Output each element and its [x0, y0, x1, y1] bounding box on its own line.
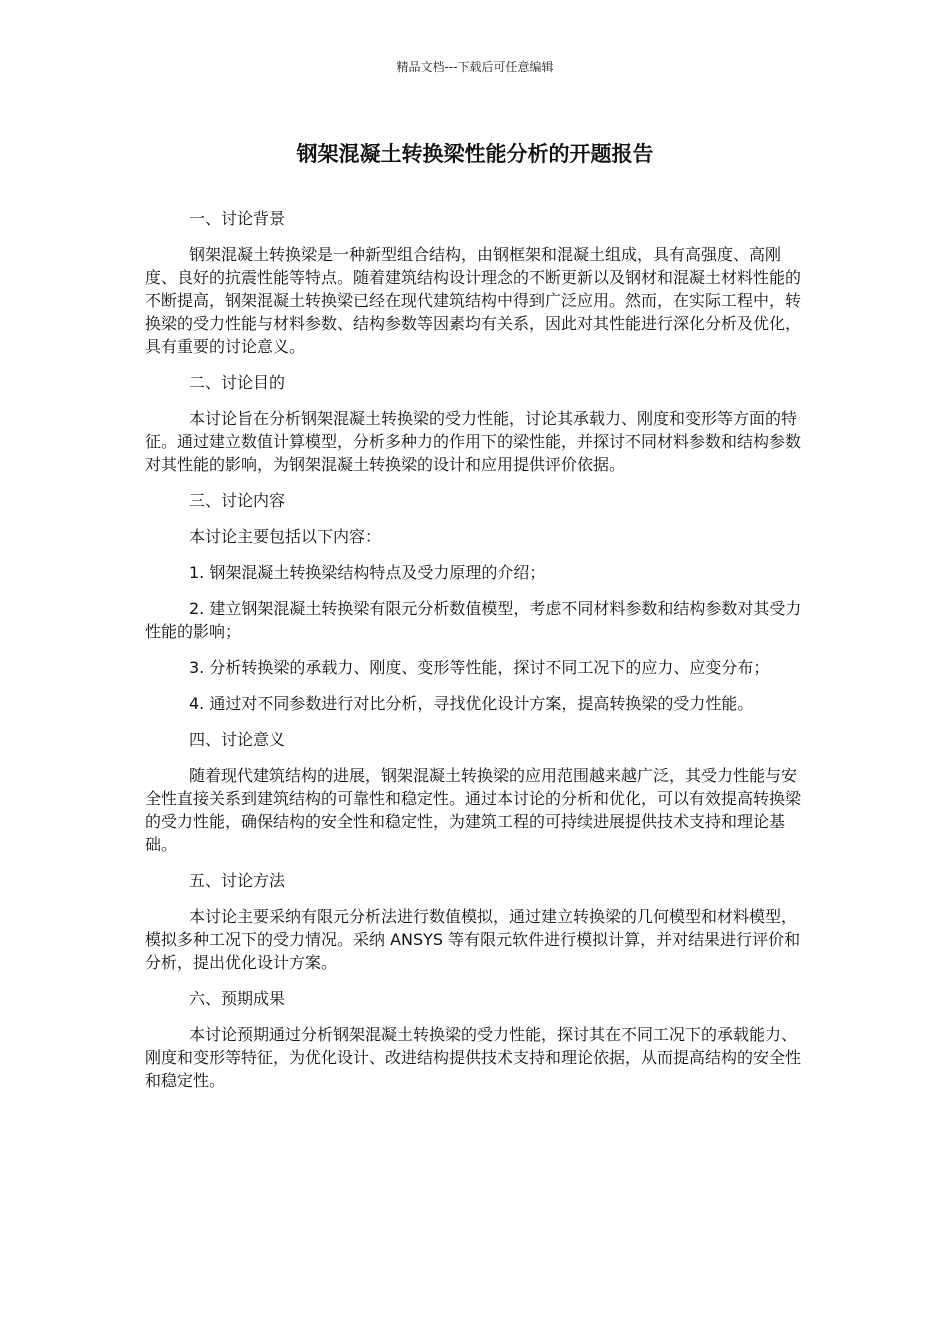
- list-item: 4. 通过对不同参数进行对比分析，寻找优化设计方案，提高转换梁的受力性能。: [189, 694, 754, 713]
- section-heading-purpose: 二、讨论目的: [189, 373, 286, 392]
- document-body: [145, 207, 810, 1105]
- section-heading-method: 五、讨论方法: [189, 871, 286, 890]
- section-body-purpose: 本讨论旨在分析钢架混凝土转换梁的受力性能，讨论其承载力、刚度和变形等方面的特征。通过建立数值计算模型，分析多种力的作用下的梁性能，并探讨不同材料参数和结构参数对其性能的影响，为钢架混凝土转换梁的设计和应用提供评价依据。: [145, 409, 802, 474]
- list-item: 3. 分析转换梁的承载力、刚度、变形等性能，探讨不同工况下的应力、应变分布；: [189, 658, 770, 677]
- list-item: 1. 钢架混凝土转换梁结构特点及受力原理的介绍；: [189, 563, 546, 582]
- section-body-results: 本讨论预期通过分析钢架混凝土转换梁的受力性能，探讨其在不同工况下的承载能力、刚度和变形等特征，为优化设计、改进结构提供技术支持和理论依据，从而提高结构的安全性和稳定性。: [145, 1025, 802, 1090]
- list-item: 2. 建立钢架混凝土转换梁有限元分析数值模型，考虑不同材料参数和结构参数对其受力性能的影响；: [145, 599, 802, 641]
- section-intro-content: 本讨论主要包括以下内容：: [189, 527, 382, 546]
- section-body-background: 钢架混凝土转换梁是一种新型组合结构，由钢框架和混凝土组成，具有高强度、高刚度、良好的抗震性能等特点。随着建筑结构设计理念的不断更新以及钢材和混凝土材料性能的不断提高，钢架混凝土转换梁已经在现代建筑结构中得到广泛应用。然而，在实际工程中，转换梁的受力性能与材料参数、结构参数等因素均有关系，因此对其性能进行深化分析及优化，具有重要的讨论意义。: [145, 245, 802, 356]
- section-heading-results: 六、预期成果: [189, 989, 286, 1008]
- section-heading-significance: 四、讨论意义: [189, 730, 286, 749]
- section-heading-content: 三、讨论内容: [189, 491, 286, 510]
- document-title: 钢架混凝土转换梁性能分析的开题报告: [296, 142, 654, 166]
- section-body-method: 本讨论主要采纳有限元分析法进行数值模拟，通过建立转换梁的几何模型和材料模型，模拟多种工况下的受力情况。采纳 ANSYS 等有限元软件进行模拟计算，并对结果进行评价和分析，提出优化设计方案。: [145, 907, 801, 972]
- section-heading-background: 一、讨论背景: [189, 209, 286, 228]
- header-note: 精品文档---下载后可任意编辑: [396, 60, 554, 74]
- section-body-significance: 随着现代建筑结构的进展，钢架混凝土转换梁的应用范围越来越广泛，其受力性能与安全性直接关系到建筑结构的可靠性和稳定性。通过本讨论的分析和优化，可以有效提高转换梁的受力性能，确保结构的安全性和稳定性，为建筑工程的可持续进展提供技术支持和理论基础。: [145, 766, 802, 854]
